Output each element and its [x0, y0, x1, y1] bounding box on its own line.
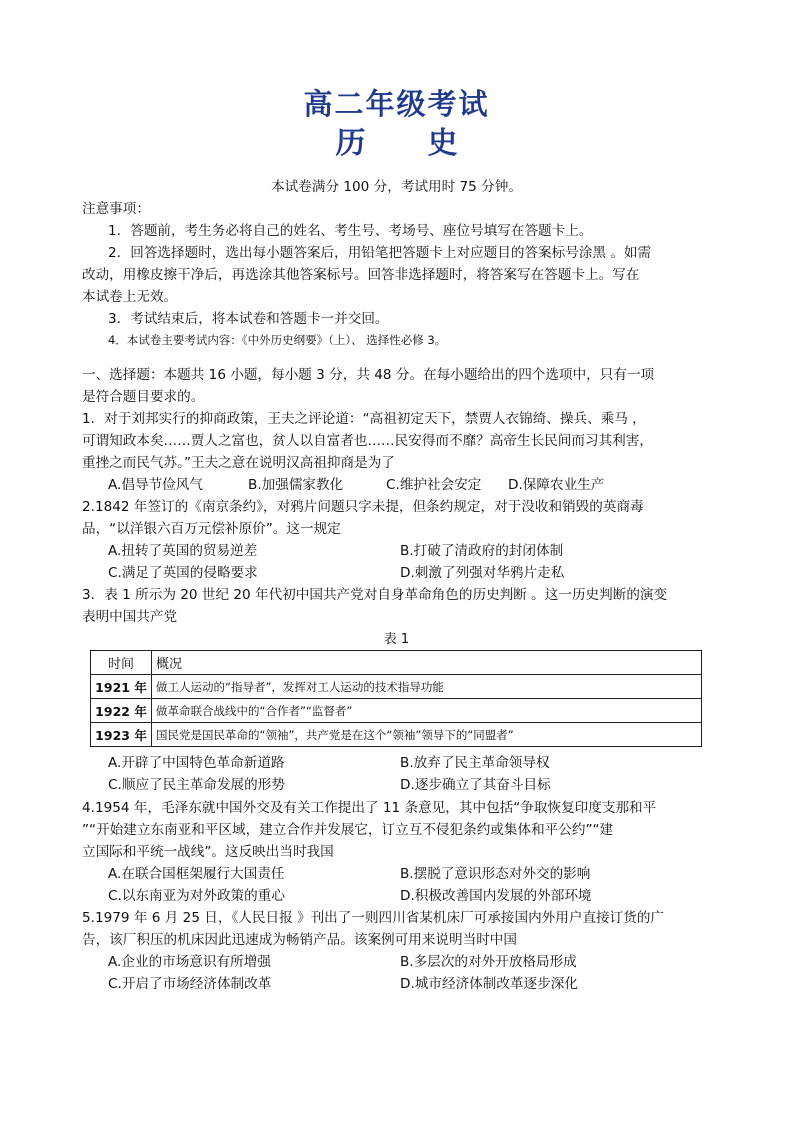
table-header-overview: 概况	[152, 651, 702, 675]
table-cell-year: 1923 年	[91, 723, 152, 747]
q1-option-c: C.维护社会安定	[386, 477, 482, 493]
notice-item-2: 2．回答选择题时，选出每小题答案后，用铅笔把答题卡上对应题目的答案标号涂黑 。如需	[108, 245, 652, 261]
q4-option-a: A.在联合国框架履行大国责任	[108, 866, 285, 882]
q3-stem-line1: 3．表 1 所示为 20 世纪 20 年代初中国共产党对自身革命角色的历史判断 。这一历史判断的演变	[82, 587, 668, 603]
q3-option-d: D.逐步确立了其奋斗目标	[400, 777, 551, 793]
notice-heading: 注意事项：	[82, 201, 150, 217]
q5-option-a: A.企业的市场意识有所增强	[108, 954, 271, 970]
q5-option-c: C.开启了市场经济体制改革	[108, 976, 272, 992]
q2-stem-line1: 2.1842 年签订的《南京条约》，对鸦片问题只字未提，但条约规定，对于没收和销毁的英商毒	[82, 499, 644, 515]
table-cell-overview: 国民党是国民革命的“领袖”，共产党是在这个“领袖”领导下的“同盟者”	[152, 723, 702, 747]
subject-title	[0, 118, 793, 162]
table-caption: 表 1	[383, 632, 410, 647]
history-table	[90, 650, 702, 747]
subject-char-2: 史	[427, 126, 458, 161]
q4-option-b: B.摆脱了意识形态对外交的影响	[400, 866, 591, 882]
q2-stem-line2: 品，“以洋银六百万元偿补原价”。这一规定	[82, 521, 341, 537]
q1-stem-line3: 重挫之而民气苏。”王夫之意在说明汉高祖抑商是为了	[82, 455, 395, 471]
q2-option-b: B.打破了清政府的封闭体制	[400, 543, 564, 559]
q3-option-c: C.顺应了民主革命发展的形势	[108, 777, 285, 793]
q5-option-d: D.城市经济体制改革逐步深化	[400, 976, 578, 992]
q2-option-d: D.刺激了列强对华鸦片走私	[400, 565, 565, 581]
table-row	[91, 675, 702, 699]
notice-item-4: 4．本试卷主要考试内容：《中外历史纲要》（上）、 选择性必修 3。	[108, 333, 447, 347]
notice-item-2-end: 本试卷上无效。	[82, 289, 178, 305]
table-row	[91, 699, 702, 723]
q2-option-c: C.满足了英国的侵略要求	[108, 565, 258, 581]
table-cell-overview: 做工人运动的“指导者”，发挥对工人运动的技术指导功能	[152, 675, 702, 699]
table-header-time: 时间	[91, 651, 152, 675]
q3-stem-line2: 表明中国共产党	[82, 609, 178, 625]
q1-stem-line1: 1．对于刘邦实行的抑商政策，王夫之评论道：“高祖初定天下，禁贾人衣锦绮、操兵、乘马 ，	[82, 411, 646, 427]
q2-option-a: A.扭转了英国的贸易逆差	[108, 543, 258, 559]
table-header-row	[91, 651, 702, 675]
q1-option-a: A.倡导节俭风气	[108, 477, 203, 493]
exam-intro: 本试卷满分 100 分，考试用时 75 分钟。	[271, 179, 522, 195]
q3-option-a: A.开辟了中国特色革命新道路	[108, 755, 285, 771]
q1-option-b: B.加强儒家教化	[248, 477, 344, 493]
notice-item-1: 1．答题前，考生务必将自己的姓名、考生号、考场号、座位号填写在答题卡上。	[108, 223, 593, 239]
q4-option-c: C.以东南亚为对外政策的重心	[108, 888, 285, 904]
section-heading-line2: 是符合题目要求的。	[82, 389, 205, 405]
notice-item-2-cont: 改动，用橡皮擦干净后，再选涂其他答案标号。回答非选择题时，将答案写在答题卡上。写在	[82, 267, 640, 283]
table-cell-year: 1921 年	[91, 675, 152, 699]
table-row	[91, 723, 702, 747]
subject-char-1: 历	[335, 126, 366, 161]
q5-option-b: B.多层次的对外开放格局形成	[400, 954, 577, 970]
q4-stem-line1: 4.1954 年，毛泽东就中国外交及有关工作提出了 11 条意见，其中包括“争取恢复印度支那和平	[82, 800, 657, 816]
q4-stem-line3: 立国际和平统一战线”。这反映出当时我国	[82, 844, 334, 860]
q1-option-d: D.保障农业生产	[508, 477, 605, 493]
q5-stem-line1: 5.1979 年 6 月 25 日，《人民日报 》刊出了一则四川省某机床厂可承接国内外用户直接订货的广	[82, 910, 665, 926]
section-heading-line1: 一、选择题：本题共 16 小题，每小题 3 分，共 48 分。在每小题给出的四个选项中，只有一项	[82, 367, 655, 383]
table-cell-year: 1922 年	[91, 699, 152, 723]
q4-stem-line2: ”“开始建立东南亚和平区域，建立合作并发展它，订立互不侵犯条约或集体和平公约”“建	[82, 822, 614, 838]
exam-title: 高二年级考试	[303, 87, 490, 121]
q3-option-b: B.放弃了民主革命领导权	[400, 755, 550, 771]
table-cell-overview: 做革命联合战线中的“合作者”“监督者”	[152, 699, 702, 723]
q1-stem-line2: 可谓知政本矣……贾人之富也，贫人以自富者也……民安得而不靡？高帝生长民间而习其利害，	[82, 433, 653, 449]
notice-item-3: 3．考试结束后，将本试卷和答题卡一并交回。	[108, 311, 389, 327]
q4-option-d: D.积极改善国内发展的外部环境	[400, 888, 592, 904]
q5-stem-line2: 告，该厂积压的机床因此迅速成为畅销产品。该案例可用来说明当时中国	[82, 932, 517, 948]
